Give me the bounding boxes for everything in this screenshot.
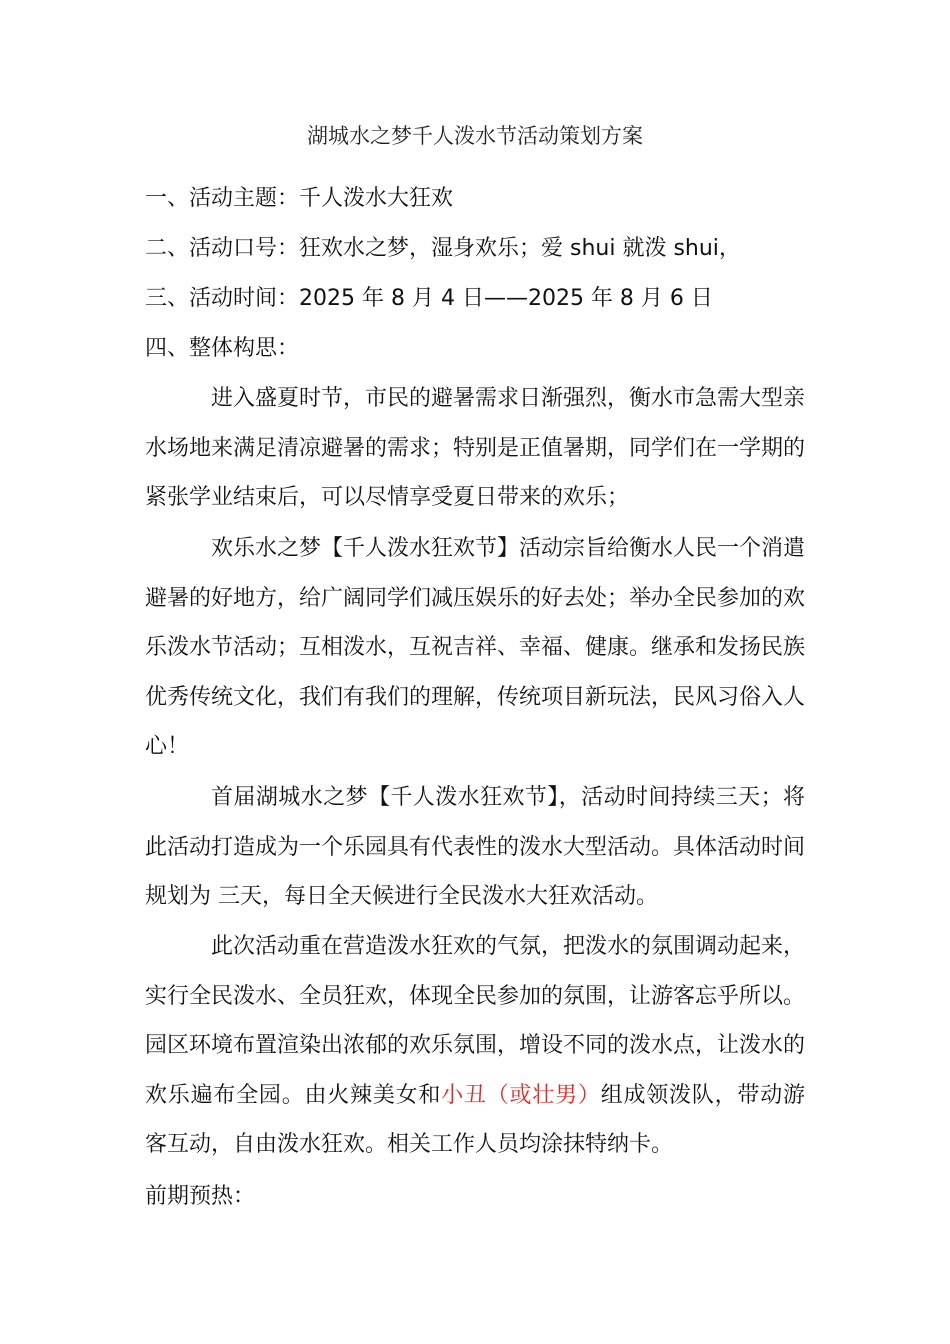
paragraph-purpose: 欢乐水之梦【千人泼水狂欢节】活动宗旨给衡水人民一个消遣避暑的好地方，给广阔同学们减压娱乐的好去处；举办全民参加的欢乐泼水节活动；互相泼水，互祝吉祥、幸福、健康。继承和发扬民族优秀传统文化，我们有我们的理解，传统项目新玩法，民风习俗入人心！ [145, 536, 806, 760]
highlighted-clown-text: 小丑（或壮男） [441, 1082, 601, 1108]
time-line: 三、活动时间：2025 年 8 月 4 日——2025 年 8 月 6 日 [145, 286, 713, 311]
theme-line: 一、活动主题：千人泼水大狂欢 [145, 186, 454, 211]
preheat-heading: 前期预热： [145, 1184, 256, 1209]
paragraph-atmosphere-text-2: 组成领泼队，带动游客互动，自由泼水狂欢。相关工作人员均涂抹特纳卡。 [145, 1082, 805, 1158]
concept-heading: 四、整体构思： [145, 336, 300, 361]
paragraph-atmosphere-text-1: 此次活动重在营造泼水狂欢的气氛，把泼水的氛围调动起来，实行全民泼水、全员狂欢，体现全民参加的氛围，让游客忘乎所以。园区环境布置渲染出浓郁的欢乐氛围，增设不同的泼水点，让泼水的欢乐遍布全园。由火辣美女和 [145, 934, 806, 1108]
paragraph-atmosphere [145, 922, 805, 1170]
slogan-line: 二、活动口号：狂欢水之梦，湿身欢乐；爱 shui 就泼 shui， [145, 236, 741, 261]
paragraph-first-festival: 首届湖城水之梦【千人泼水狂欢节】，活动时间持续三天；将此活动打造成为一个乐园具有代表性的泼水大型活动。具体活动时间规划为 三天，每日全天候进行全民泼水大狂欢活动。 [145, 785, 806, 910]
document-title: 湖城水之梦千人泼水节活动策划方案 [307, 124, 643, 148]
paragraph-summer-demand: 进入盛夏时节，市民的避暑需求日渐强烈，衡水市急需大型亲水场地来满足清凉避暑的需求；特别是正值暑期，同学们在一学期的紧张学业结束后，可以尽情享受夏日带来的欢乐； [145, 386, 806, 511]
